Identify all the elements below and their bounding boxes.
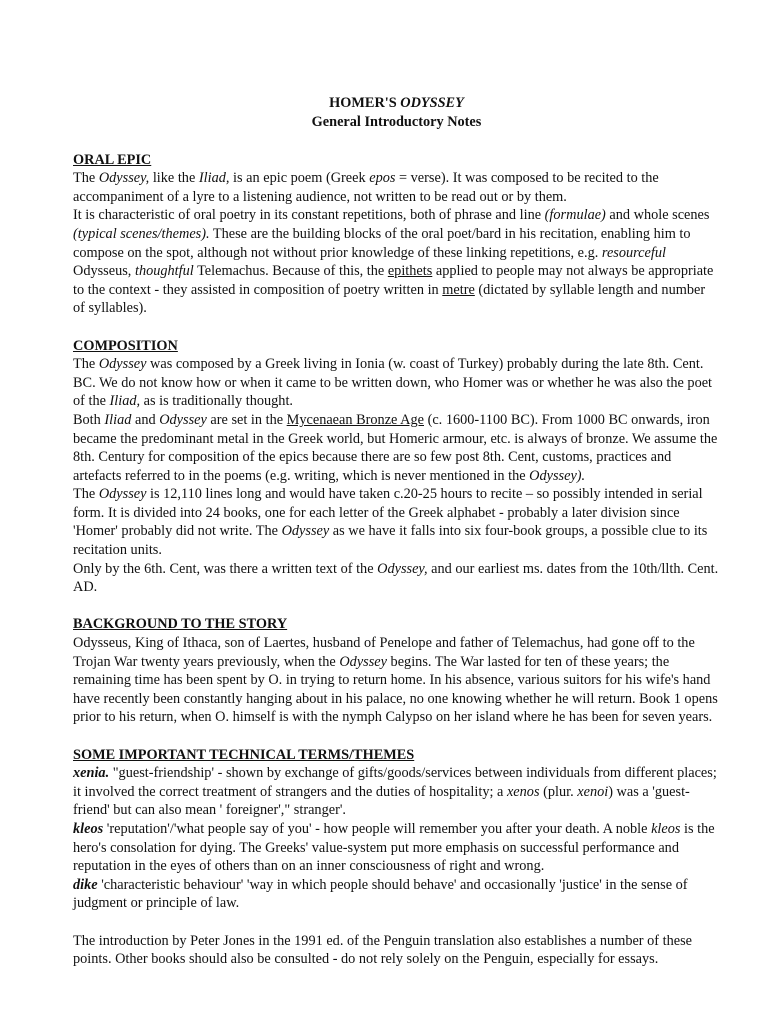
section-composition <box>73 337 720 597</box>
text-run: = verse). It was composed to be recited to the accompaniment of a lyre to a listening audience, not written to be read out or by them. <box>73 170 659 205</box>
text-run: (dictated by syllable length and number of syllables). <box>73 281 706 317</box>
term-dike <box>73 876 720 913</box>
italic-text: Odyssey <box>98 356 147 373</box>
term-label: dike <box>73 876 98 893</box>
italic-text: (typical scenes/themes). <box>73 225 210 242</box>
text-run: Telemachus. Because of this, the <box>193 263 388 280</box>
term-xenia <box>73 764 720 820</box>
spacer <box>73 132 720 151</box>
italic-text: thoughtful <box>134 263 194 280</box>
paragraph <box>73 411 720 485</box>
paragraph <box>73 634 720 727</box>
term-kleos <box>73 820 720 876</box>
text-run: is 12,110 lines long and would have taken c.20-25 hours to recite – so possibly intended in serial form. It is divided into 24 books, one for each letter of the Greek alphabet - probably a later division since 'Homer' probably did not write. The <box>73 486 703 540</box>
title-prefix: HOMER'S <box>329 95 401 111</box>
text-run: and whole scenes <box>605 207 710 224</box>
italic-text: Odyssey, <box>377 560 428 577</box>
underlined-text: epithets <box>387 263 433 280</box>
section-heading: BACKGROUND TO THE STORY <box>73 616 288 633</box>
spacer <box>73 318 720 337</box>
italic-text: kleos <box>651 820 681 837</box>
text-run: are set in the <box>206 411 287 428</box>
text-run: was composed by a Greek living in Ionia (w. coast of Turkey) probably during the late 8th. Cent. BC. We do not know how or when it came to be written down, who Homer was or whether he was also the poet of the <box>73 356 713 410</box>
text-run: These are the building blocks of the oral poet/bard in his recitation, enabling him to compose on the spot, although not without prior knowledge of these linking repetitions, e.g. <box>73 225 691 261</box>
text-run: The <box>73 356 99 373</box>
text-run: like the <box>149 170 199 187</box>
section-heading: SOME IMPORTANT TECHNICAL TERMS/THEMES <box>73 746 415 763</box>
text-run: applied to people may not always be appropriate to the context - they assisted in composition of poetry written in <box>73 263 714 298</box>
spacer <box>73 597 720 616</box>
text-run: begins. The War lasted for ten of these years; the remaining time has been spent by O. in trying to return home. In his absence, various suitors for his wife's hand have recently been constantly hanging about in his palace, no one knowing whether he will return. Book 1 opens prior to his return, when O. himself is with the nymph Calypso on her island where he has been for seven years. <box>73 653 718 726</box>
section-heading: COMPOSITION <box>73 337 178 354</box>
text-run: Odysseus, King of Ithaca, son of Laertes, husband of Penelope and father of Telemachus, had gone off to the Trojan War twenty years previously, when the <box>73 635 695 670</box>
section-closing <box>73 932 720 969</box>
italic-text: xenoi <box>577 783 609 800</box>
text-run: Odysseus, <box>73 263 135 280</box>
text-run: is the hero's consolation for dying. The Greeks' value-system put more emphasis on successful performance and reputation in the eyes of others than on an inner consciousness of right and wrong. <box>73 820 715 875</box>
term-label: kleos <box>73 820 104 837</box>
text-run: (c. 1600-1100 BC). From 1000 BC onwards, iron became the predominant metal in the Greek world, but Homeric armour, etc. is always of bronze. We assume the 8th. Century for composition of the epics because there are so few post 8th. Cent, customs, practices and artefacts referred to in the poems (e.g. writing, which is never mentioned in the <box>73 411 718 484</box>
italic-text: xenos <box>506 783 540 800</box>
italic-text: Iliad <box>104 411 132 428</box>
spacer <box>73 727 720 746</box>
text-run: 'reputation'/'what people say of you' - how people will remember you after your death. A noble <box>103 820 652 837</box>
italic-text: Odyssey <box>339 653 387 670</box>
italic-text: (formulae) <box>544 207 606 224</box>
text-run: "guest-friendship' - shown by exchange of gifts/goods/services between individuals from different places; it involved the correct treatment of strangers and the duties of hospitality; a <box>73 765 717 800</box>
text-run: (plur. <box>539 783 578 800</box>
term-label: xenia. <box>73 765 110 782</box>
spacer <box>73 913 720 932</box>
italic-text: Iliad, <box>109 393 141 410</box>
text-run: Both <box>73 411 105 428</box>
text-run: Only by the 6th. Cent, was there a written text of the <box>73 560 378 577</box>
paragraph <box>73 932 720 969</box>
italic-text: Odyssey <box>159 411 207 428</box>
section-background <box>73 615 720 727</box>
text-run: 'characteristic behaviour' 'way in which people should behave' and occasionally 'justice' in the sense of judgment or principle of law. <box>73 876 688 912</box>
italic-text: epos <box>369 170 396 187</box>
paragraph <box>73 169 720 206</box>
text-run: and <box>131 411 160 428</box>
text-run: is an epic poem (Greek <box>229 170 370 187</box>
text-run: It is characteristic of oral poetry in its constant repetitions, both of phrase and line <box>73 207 545 224</box>
text-run: and our earliest ms. dates from the 10th/llth. Cent. AD. <box>73 560 719 596</box>
document-subtitle: General Introductory Notes <box>311 114 482 130</box>
text-run: The <box>73 486 99 503</box>
paragraph <box>73 355 720 411</box>
section-heading: ORAL EPIC <box>73 151 152 168</box>
paragraph <box>73 560 720 597</box>
text-run: The <box>73 170 99 187</box>
text-run: The introduction by Peter Jones in the 1991 ed. of the Penguin translation also establishes a number of these points. Other books should also be consulted - do not rely solely on the Penguin, especially for essays. <box>73 932 693 968</box>
underlined-text: Mycenaean Bronze Age <box>286 411 424 428</box>
text-run: as is traditionally thought. <box>140 393 293 410</box>
section-technical-terms <box>73 746 720 913</box>
italic-text: Odyssey <box>98 486 147 503</box>
italic-text: Odyssey <box>281 523 330 540</box>
title-italic: ODYSSEY <box>400 95 464 111</box>
paragraph <box>73 206 720 318</box>
section-oral-epic <box>73 151 720 318</box>
italic-text: Odyssey, <box>98 170 150 187</box>
underlined-text: metre <box>442 281 475 298</box>
italic-text: Iliad, <box>198 170 230 187</box>
text-run: as we have it falls into six four-book groups, a possible clue to its recitation units. <box>73 523 708 559</box>
paragraph <box>73 485 720 559</box>
italic-text: Odyssey). <box>529 467 586 484</box>
italic-text: resourceful <box>601 244 666 261</box>
text-run: ) was a 'guest-friend' but can also mean ' foreigner'," stranger'. <box>73 783 690 819</box>
document-title <box>73 94 720 113</box>
